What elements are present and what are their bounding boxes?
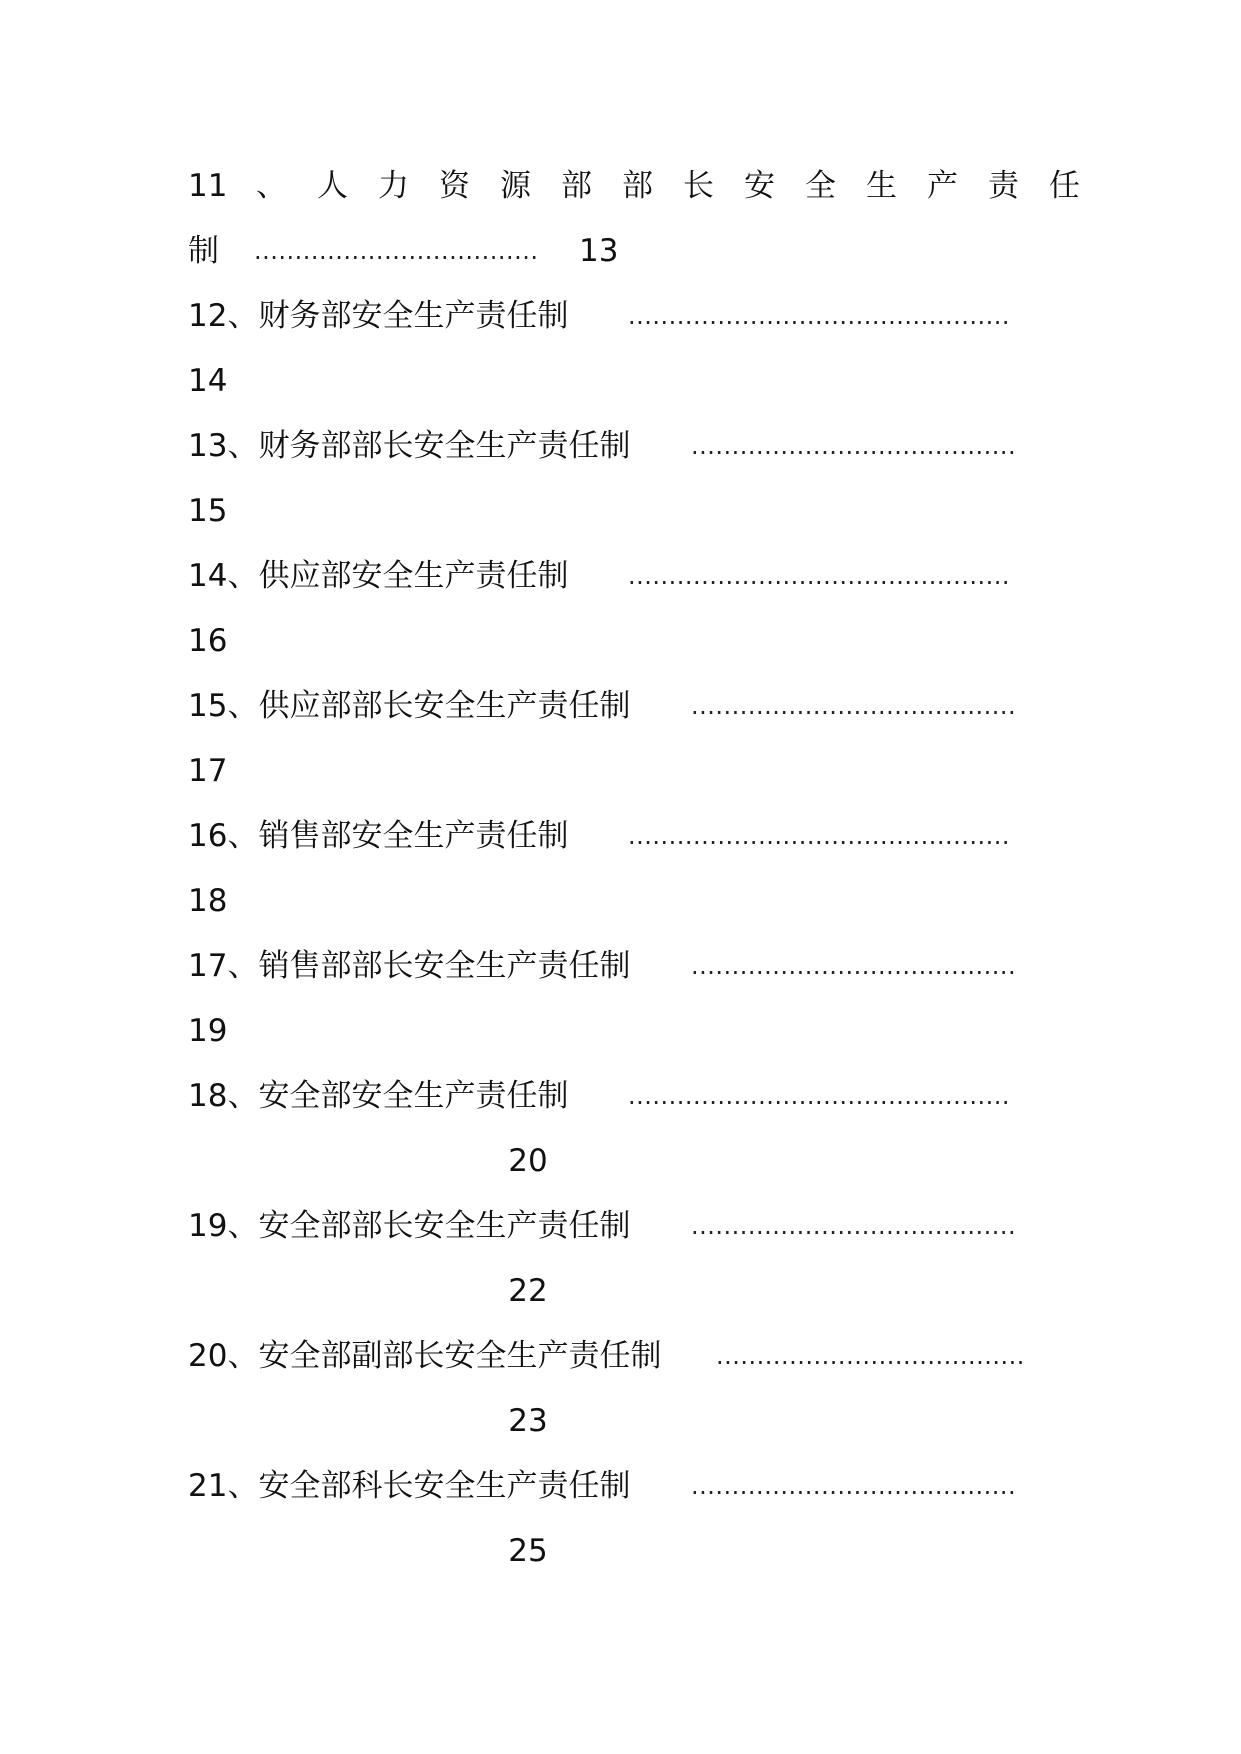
toc-entry-17: [188, 937, 1068, 1002]
toc-entry-20: [188, 1327, 1068, 1392]
toc-entry-11-line1: [188, 157, 1110, 222]
toc-entry-15: [188, 677, 1068, 742]
toc-entry-18-title: 18、安全部安全生产责任制: [188, 1078, 569, 1114]
toc-entry-12: [188, 287, 1068, 352]
toc-entry-21-page-line: [188, 1522, 1068, 1587]
toc-entry-15-title: 15、供应部部长安全生产责任制: [188, 688, 631, 724]
toc-entry-20-dot-leader: ......................................: [716, 1342, 1025, 1370]
toc-entry-13-page-line: [188, 482, 1068, 547]
toc-entry-16: [188, 807, 1068, 872]
toc-entry-20-page-line: [188, 1392, 1068, 1457]
toc-entry-20-page: 23: [508, 1403, 548, 1439]
toc-entry-18-page: 20: [508, 1143, 548, 1179]
toc-entry-17-title: 17、销售部部长安全生产责任制: [188, 948, 631, 984]
toc-entry-11-title: 、人力资源部部长安全生产责任: [256, 168, 1110, 204]
toc-entry-11-number: 11: [188, 168, 228, 204]
toc-entry-19-dot-leader: ........................................: [691, 1212, 1017, 1240]
toc-entry-14-dot-leader: ...............................................: [628, 562, 1011, 590]
toc-entry-16-dot-leader: ...............................................: [628, 822, 1011, 850]
toc-entry-19-title: 19、安全部部长安全生产责任制: [188, 1208, 631, 1244]
toc-entry-18-dot-leader: ...............................................: [628, 1082, 1011, 1110]
toc-entry-18: [188, 1067, 1068, 1132]
toc-entry-17-page-line: [188, 1002, 1068, 1067]
toc-entry-21-dot-leader: ........................................: [691, 1472, 1017, 1500]
toc-entry-14: [188, 547, 1068, 612]
toc-entry-11-dot-leader: ...................................: [254, 237, 539, 265]
toc-entry-11-title-end: 制: [188, 233, 219, 269]
toc-entry-14-page-line: [188, 612, 1068, 677]
toc-entry-16-page-line: [188, 872, 1068, 937]
toc-entry-18-page-line: [188, 1132, 1068, 1197]
toc-entry-15-dot-leader: ........................................: [691, 692, 1017, 720]
toc-entry-17-page: 19: [188, 1013, 228, 1049]
toc-entry-21-page: 25: [508, 1533, 548, 1569]
table-of-contents: [188, 157, 1110, 1587]
toc-entry-11-page: 13: [579, 233, 619, 269]
toc-entry-19: [188, 1197, 1068, 1262]
toc-entry-12-dot-leader: ...............................................: [628, 302, 1011, 330]
toc-entry-13-dot-leader: ........................................: [691, 432, 1017, 460]
toc-entry-14-page: 16: [188, 623, 228, 659]
toc-entry-14-title: 14、供应部安全生产责任制: [188, 558, 569, 594]
toc-entry-12-page-line: [188, 352, 1068, 417]
toc-entry-19-page: 22: [508, 1273, 548, 1309]
toc-entry-13-title: 13、财务部部长安全生产责任制: [188, 428, 631, 464]
toc-entry-21-title: 21、安全部科长安全生产责任制: [188, 1468, 631, 1504]
toc-entry-15-page-line: [188, 742, 1068, 807]
toc-entry-21: [188, 1457, 1068, 1522]
toc-entry-12-page: 14: [188, 363, 228, 399]
toc-entry-11-line2: [188, 222, 1068, 287]
toc-entry-16-page: 18: [188, 883, 228, 919]
toc-entry-19-page-line: [188, 1262, 1068, 1327]
toc-entry-17-dot-leader: ........................................: [691, 952, 1017, 980]
toc-entry-15-page: 17: [188, 753, 228, 789]
toc-entry-16-title: 16、销售部安全生产责任制: [188, 818, 569, 854]
toc-entry-12-title: 12、财务部安全生产责任制: [188, 298, 569, 334]
toc-entry-20-title: 20、安全部副部长安全生产责任制: [188, 1338, 662, 1374]
toc-entry-13-page: 15: [188, 493, 228, 529]
toc-entry-13: [188, 417, 1068, 482]
